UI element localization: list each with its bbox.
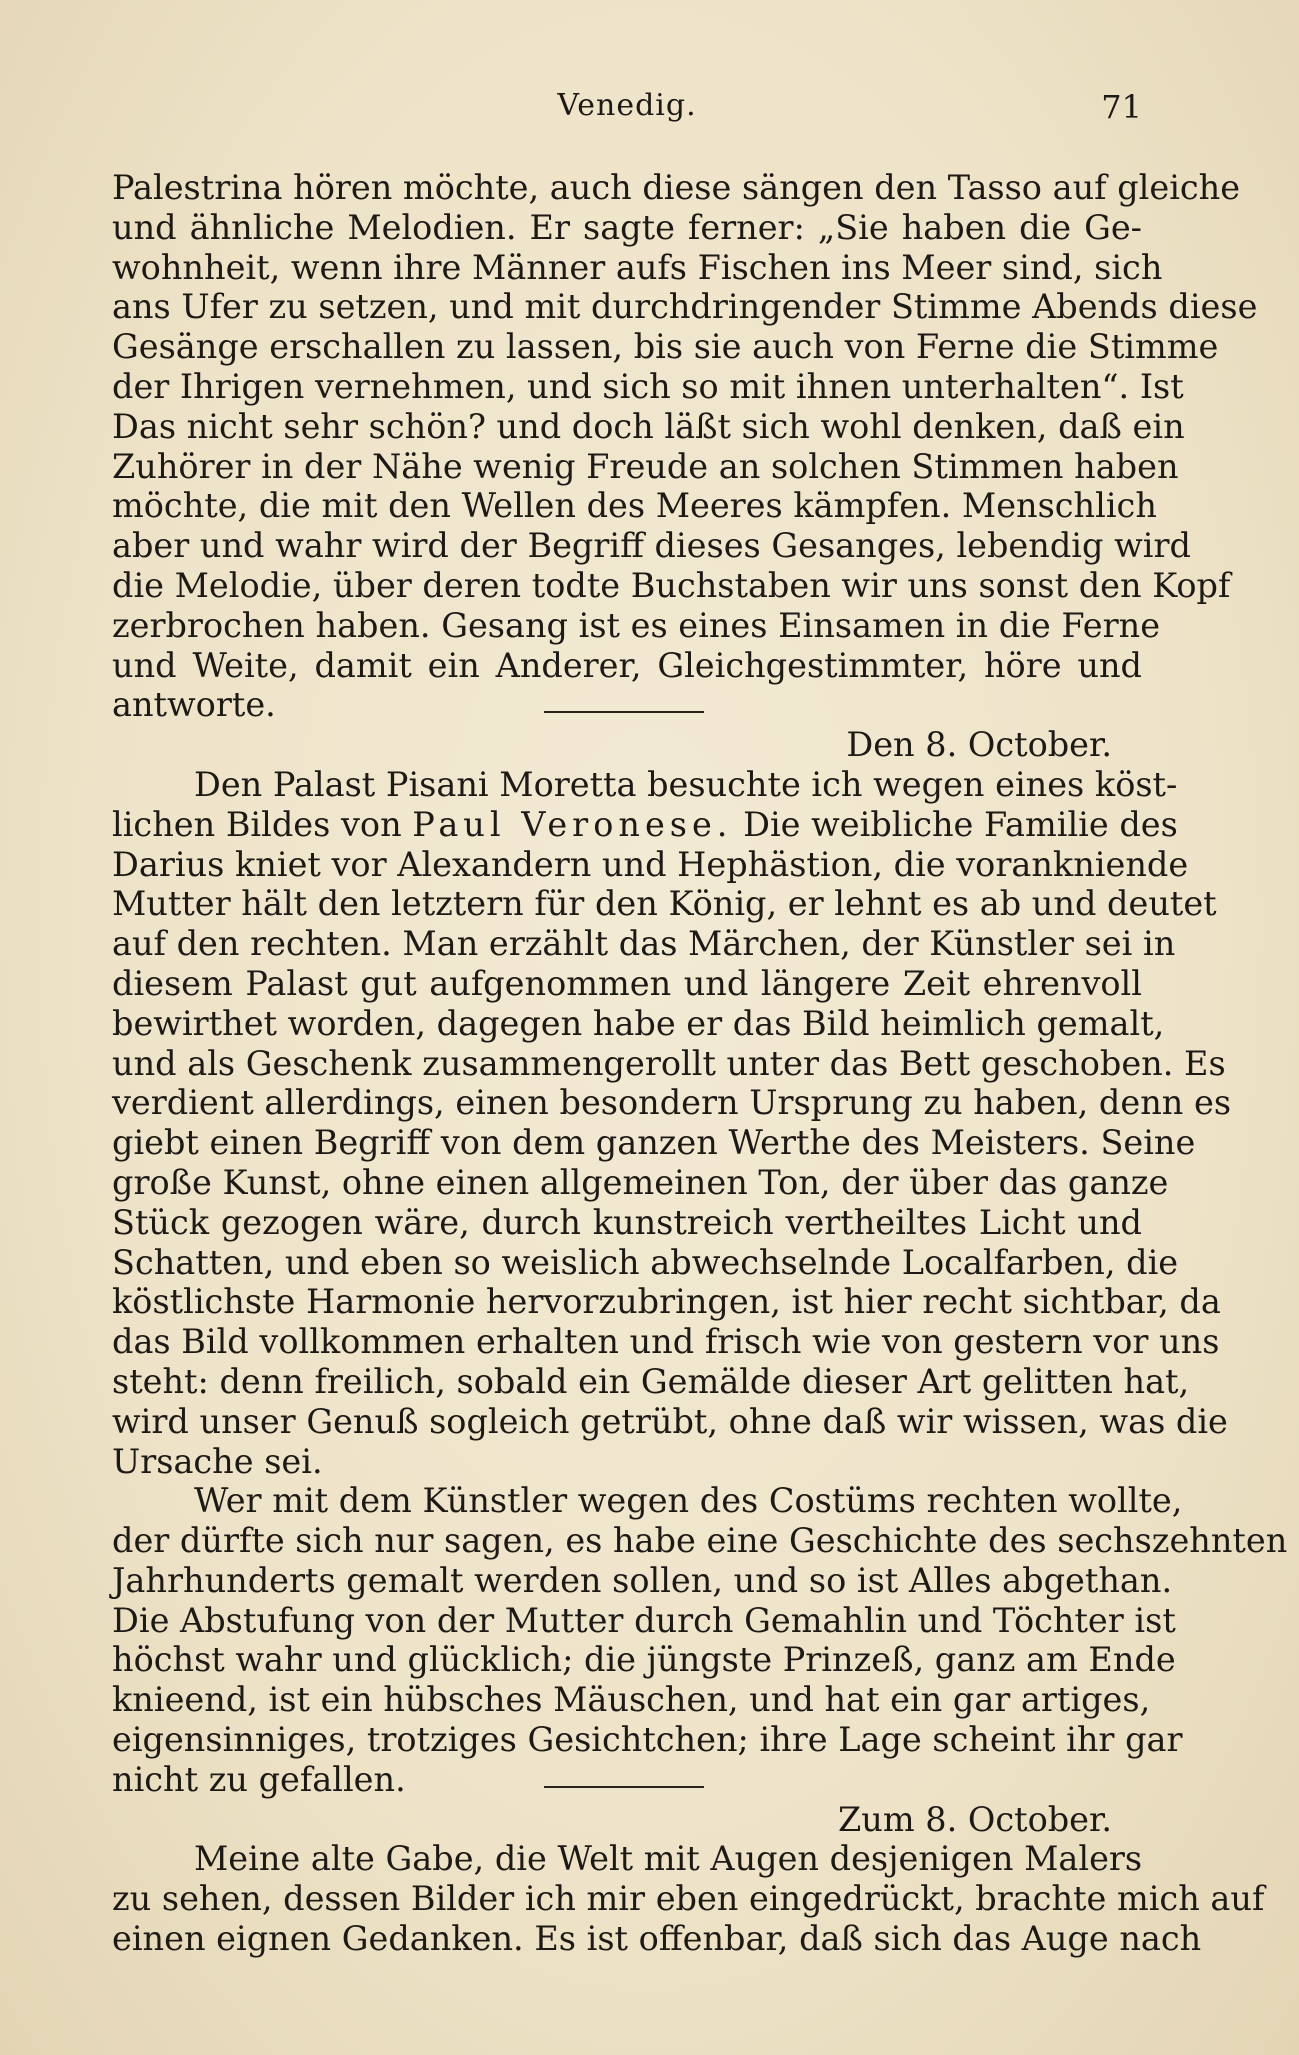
text-line: Zuhörer in der Nähe wenig Freude an solchen Stimmen haben xyxy=(112,446,1179,486)
paragraph-4 xyxy=(112,1839,1265,1959)
entry-date: Den 8. October. xyxy=(846,725,1112,765)
text-line: Das nicht sehr schön? und doch läßt sich wohl denken, daß ein xyxy=(112,406,1185,446)
body-text xyxy=(112,168,1288,1959)
entry-date: Zum 8. October. xyxy=(838,1799,1112,1839)
text-line: auf den rechten. Man erzählt das Märchen, der Künstler sei in xyxy=(112,924,1176,964)
text-line: Wer mit dem Künstler wegen des Costüms rechten wollte, xyxy=(194,1481,1183,1521)
text-line: möchte, die mit den Wellen des Meeres kämpfen. Menschlich xyxy=(112,486,1157,526)
text-line: und ähnliche Melodien. Er sagte ferner: „Sie haben die Ge- xyxy=(112,207,1142,247)
text-line: zerbrochen haben. Gesang ist es eines Einsamen in die Ferne xyxy=(112,605,1161,645)
text-line: steht: denn freilich, sobald ein Gemälde dieser Art gelitten hat, xyxy=(112,1361,1190,1401)
paragraph-2 xyxy=(112,764,1232,1481)
text-fragment: Die weibliche Familie des xyxy=(732,804,1178,844)
text-line: Palestrina hören möchte, auch diese sängen den Tasso auf gleiche xyxy=(112,168,1241,207)
text-line: aber und wahr wird der Begriff dieses Gesanges, lebendig wird xyxy=(112,526,1191,566)
page-header xyxy=(112,88,1142,132)
text-line: Jahrhunderts gemalt werden sollen, und so ist Alles abgethan. xyxy=(112,1560,1173,1600)
text-line: Stück gezogen wäre, durch kunstreich vertheiltes Licht und xyxy=(112,1202,1142,1242)
divider-rule xyxy=(544,711,704,713)
text-line: Schatten, und eben so weislich abwechselnde Localfarben, die xyxy=(112,1242,1179,1282)
text-line: ans Ufer zu setzen, und mit durchdringender Stimme Abends diese xyxy=(112,287,1258,327)
text-line: große Kunst, ohne einen allgemeinen Ton, der über das ganze xyxy=(112,1162,1169,1202)
paragraph-3 xyxy=(112,1481,1288,1799)
text-line: höchst wahr und glücklich; die jüngste Prinzeß, ganz am Ende xyxy=(112,1640,1176,1680)
artist-name: Paul Veronese. xyxy=(412,804,733,844)
text-line: köstlichste Harmonie hervorzubringen, ist hier recht sichtbar, da xyxy=(112,1282,1221,1322)
text-line: das Bild vollkommen erhalten und frisch wie von gestern vor uns xyxy=(112,1322,1220,1362)
text-line: und Weite, damit ein Anderer, Gleichgestimmter, höre und xyxy=(112,645,1142,685)
text-line: wird unser Genuß sogleich getrübt, ohne daß wir wissen, was die xyxy=(112,1401,1228,1441)
text-line: Ursache sei. xyxy=(112,1441,323,1481)
paragraph-1 xyxy=(112,168,1258,725)
text-line: Meine alte Gabe, die Welt mit Augen desjenigen Malers xyxy=(194,1839,1143,1879)
text-line: Mutter hält den letztern für den König, er lehnt es ab und deutet xyxy=(112,884,1217,924)
text-line: verdient allerdings, einen besondern Ursprung zu haben, denn es xyxy=(112,1083,1232,1123)
text-line: der Ihrigen vernehmen, und sich so mit ihnen unterhalten“. Ist xyxy=(112,366,1184,406)
text-line: Die Abstufung von der Mutter durch Gemahlin und Töchter ist xyxy=(112,1600,1176,1640)
divider-rule xyxy=(544,1786,704,1788)
text-line: Den Palast Pisani Moretta besuchte ich wegen eines köst- xyxy=(194,764,1178,804)
text-line xyxy=(112,804,1178,845)
text-line: nicht zu gefallen. xyxy=(112,1759,406,1799)
page-number: 71 xyxy=(1101,88,1142,126)
text-line: eigensinniges, trotziges Gesichtchen; ihre Lage scheint ihr gar xyxy=(112,1720,1183,1760)
text-line: Darius kniet vor Alexandern und Hephästion, die vorankniende xyxy=(112,844,1189,884)
text-line: der dürfte sich nur sagen, es habe eine Geschichte des sechszehnten xyxy=(112,1521,1288,1561)
text-line: giebt einen Begriff von dem ganzen Werthe des Meisters. Seine xyxy=(112,1123,1196,1163)
text-line: zu sehen, dessen Bilder ich mir eben eingedrückt, brachte mich auf xyxy=(112,1879,1265,1919)
text-line: wohnheit, wenn ihre Männer aufs Fischen ins Meer sind, sich xyxy=(112,247,1163,287)
text-line: und als Geschenk zusammengerollt unter das Bett geschoben. Es xyxy=(112,1043,1226,1083)
text-line: knieend, ist ein hübsches Mäuschen, und hat ein gar artiges, xyxy=(112,1680,1151,1720)
running-title: Venedig. xyxy=(557,88,697,123)
text-line: Gesänge erschallen zu lassen, bis sie auch von Ferne die Stimme xyxy=(112,327,1219,367)
text-line: einen eignen Gedanken. Es ist offenbar, daß sich das Auge nach xyxy=(112,1919,1202,1959)
text-line: die Melodie, über deren todte Buchstaben wir uns sonst den Kopf xyxy=(112,565,1231,605)
text-fragment: lichen Bildes von xyxy=(112,804,413,844)
text-line: diesem Palast gut aufgenommen und längere Zeit ehrenvoll xyxy=(112,963,1142,1003)
text-line: antworte. xyxy=(112,685,276,725)
text-line: bewirthet worden, dagegen habe er das Bild heimlich gemalt, xyxy=(112,1003,1165,1043)
